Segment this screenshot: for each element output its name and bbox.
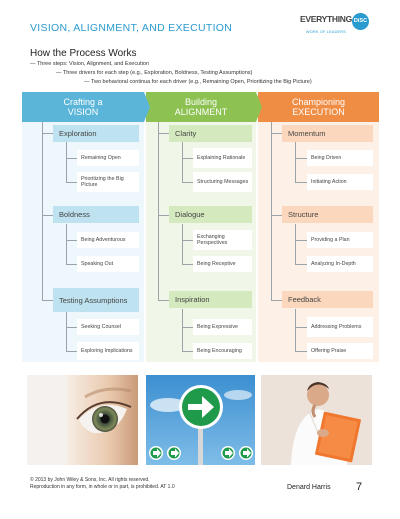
tree-connector — [182, 240, 193, 241]
logo-word: EVERYTHING — [300, 14, 352, 24]
tree-connector — [295, 158, 307, 159]
tree-connector — [42, 215, 53, 216]
driver-exploration: Exploration — [53, 125, 139, 142]
tree-connector — [42, 122, 43, 300]
driver-momentum: Momentum — [282, 125, 373, 142]
continuum-box: Being Driven — [307, 150, 373, 166]
tree-connector — [66, 351, 77, 352]
page-number: 7 — [356, 481, 363, 493]
driver-dialogue: Dialogue — [169, 206, 252, 223]
tree-connector — [182, 351, 193, 352]
copyright-line: © 2013 by John Wiley & Sons, Inc. All rights reserved. — [30, 477, 150, 483]
tree-connector — [271, 300, 282, 301]
step-header-execution — [258, 92, 379, 122]
tree-connector — [182, 182, 193, 183]
tree-connector — [158, 122, 159, 300]
continuum-box: Providing a Plan — [307, 232, 373, 248]
step-header-alignment — [146, 92, 256, 122]
logo-tagline: WORK OF LEADERS — [306, 30, 346, 34]
tree-connector — [66, 224, 67, 264]
continuum-box: Speaking Out — [77, 256, 139, 272]
tree-connector — [182, 158, 193, 159]
intro-bullet: — Three drivers for each step (e.g., Exploration, Boldness, Testing Assumptions) — [56, 70, 253, 76]
intro-bullet: — Three steps: Vision, Alignment, and Execution — [30, 61, 150, 67]
tree-connector — [295, 224, 296, 264]
continuum-box: Explaining Rationale — [193, 148, 252, 168]
eye-closeup-photo — [27, 375, 138, 465]
tree-connector — [42, 300, 53, 301]
page-title: VISION, ALIGNMENT, AND EXECUTION — [30, 22, 233, 34]
tree-connector — [66, 240, 77, 241]
footer-copyright — [30, 477, 175, 490]
tree-connector — [66, 142, 67, 182]
tree-connector — [295, 182, 307, 183]
continuum-box: Being Receptive — [193, 256, 252, 272]
step-label: Crafting a VISION — [63, 97, 103, 117]
tree-connector — [66, 182, 77, 183]
continuum-box: Analyzing In-Depth — [307, 256, 373, 272]
driver-structure: Structure — [282, 206, 373, 223]
tree-connector — [66, 158, 77, 159]
reproduction-line: Reproduction in any form, in whole or in part, is prohibited. AT 1.0 — [30, 483, 175, 490]
continuum-box: Addressing Problems — [307, 317, 373, 337]
arrow-right-icon — [144, 92, 150, 122]
tree-connector — [271, 133, 282, 134]
driver-boldness: Boldness — [53, 206, 139, 223]
tree-connector — [182, 142, 183, 182]
tree-connector — [42, 133, 53, 134]
tree-connector — [66, 264, 77, 265]
tree-connector — [66, 312, 67, 352]
directional-sign-photo — [146, 375, 255, 465]
continuum-box: Prioritizing the Big Picture — [77, 172, 139, 192]
continuum-box: Offering Praise — [307, 343, 373, 359]
tree-connector — [295, 240, 307, 241]
logo-badge: DiSC — [352, 13, 369, 30]
continuum-box: Being Adventurous — [77, 232, 139, 248]
continuum-box: Seeking Counsel — [77, 319, 139, 335]
tree-connector — [158, 300, 169, 301]
person-with-folder-photo — [261, 375, 372, 465]
tree-connector — [295, 351, 307, 352]
tree-connector — [295, 142, 296, 182]
driver-clarity: Clarity — [169, 125, 252, 142]
tree-connector — [271, 122, 272, 300]
driver-feedback: Feedback — [282, 291, 373, 308]
tree-connector — [158, 215, 169, 216]
tree-connector — [182, 327, 193, 328]
tree-connector — [295, 264, 307, 265]
tree-connector — [158, 133, 169, 134]
tree-connector — [66, 327, 77, 328]
continuum-box: Being Encouraging — [193, 343, 252, 359]
everything-disc-logo — [300, 13, 372, 37]
intro-bullet: — Two behavioral continua for each driver (e.g., Remaining Open, Prioritizing the Big Picture) — [84, 79, 312, 85]
participant-name: Denard Harris — [287, 484, 331, 491]
tree-connector — [271, 215, 282, 216]
driver-testing-assumptions: Testing Assumptions — [53, 288, 139, 312]
step-header-vision — [22, 92, 144, 122]
tree-connector — [182, 224, 183, 264]
step-label: Championing EXECUTION — [291, 97, 346, 117]
tree-connector — [182, 264, 193, 265]
driver-inspiration: Inspiration — [169, 291, 252, 308]
continuum-box: Initiating Action — [307, 174, 373, 190]
tree-connector — [182, 309, 183, 352]
tree-connector — [295, 327, 307, 328]
section-heading: How the Process Works — [30, 48, 137, 59]
tree-connector — [295, 309, 296, 352]
step-label: Building ALIGNMENT — [174, 97, 228, 117]
arrow-right-icon — [256, 92, 262, 122]
continuum-box: Being Expressive — [193, 319, 252, 335]
continuum-box: Structuring Messages — [193, 172, 252, 192]
continuum-box: Exchanging Perspectives — [193, 230, 252, 250]
continuum-box: Remaining Open — [77, 150, 139, 166]
continuum-box: Exploring Implications — [77, 342, 139, 360]
